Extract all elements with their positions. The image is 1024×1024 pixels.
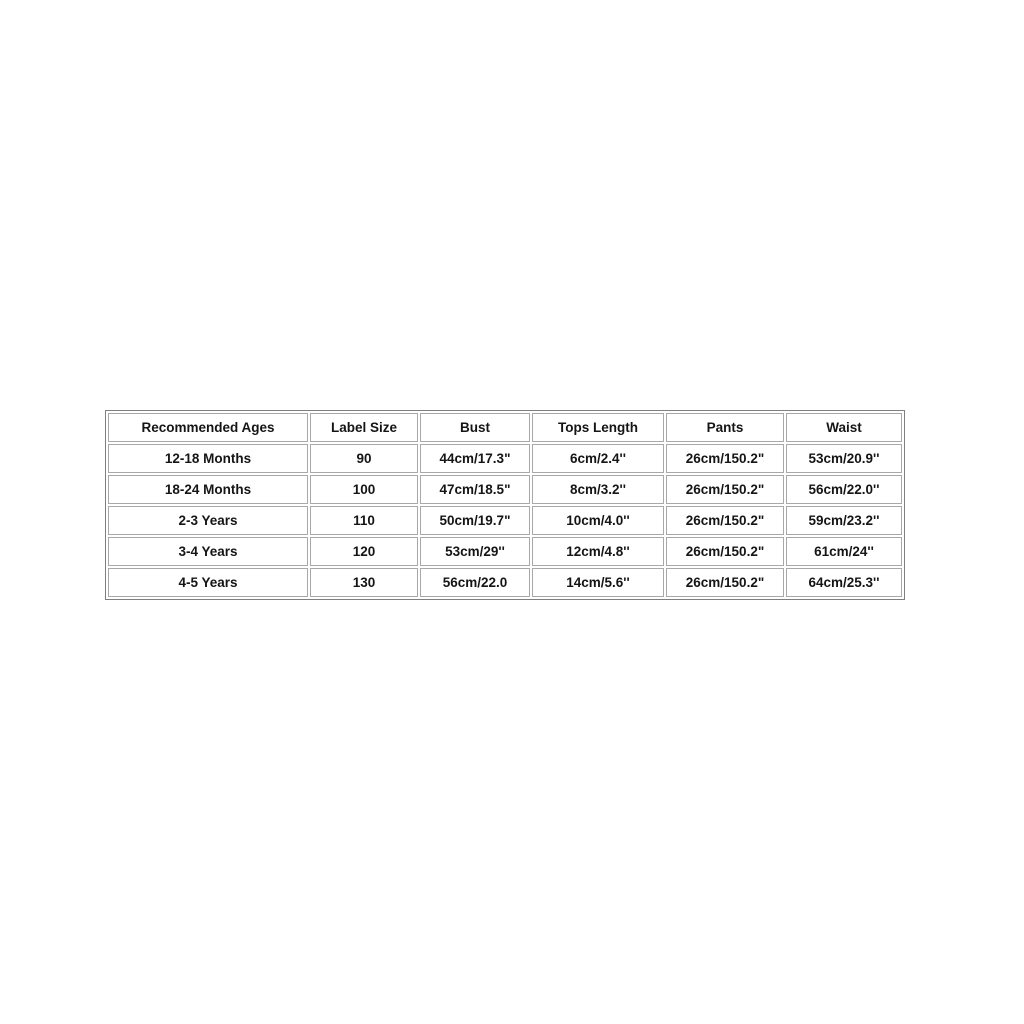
table-row	[108, 506, 902, 535]
cell-bust: 47cm/18.5"	[420, 475, 530, 504]
size-chart-table	[105, 410, 905, 600]
cell-bust: 53cm/29''	[420, 537, 530, 566]
table-row	[108, 475, 902, 504]
cell-ages: 3-4 Years	[108, 537, 308, 566]
cell-pants: 26cm/150.2"	[666, 506, 784, 535]
cell-size: 120	[310, 537, 418, 566]
cell-waist: 56cm/22.0''	[786, 475, 902, 504]
column-header-pants: Pants	[666, 413, 784, 442]
cell-ages: 18-24 Months	[108, 475, 308, 504]
column-header-recommended-ages: Recommended Ages	[108, 413, 308, 442]
cell-tops: 6cm/2.4''	[532, 444, 664, 473]
column-header-tops-length: Tops Length	[532, 413, 664, 442]
cell-bust: 44cm/17.3"	[420, 444, 530, 473]
cell-pants: 26cm/150.2"	[666, 444, 784, 473]
cell-waist: 64cm/25.3''	[786, 568, 902, 597]
cell-ages: 12-18 Months	[108, 444, 308, 473]
cell-pants: 26cm/150.2"	[666, 537, 784, 566]
cell-pants: 26cm/150.2"	[666, 475, 784, 504]
table-row	[108, 568, 902, 597]
cell-waist: 61cm/24''	[786, 537, 902, 566]
cell-size: 90	[310, 444, 418, 473]
cell-size: 110	[310, 506, 418, 535]
column-header-label-size: Label Size	[310, 413, 418, 442]
cell-waist: 59cm/23.2''	[786, 506, 902, 535]
cell-tops: 12cm/4.8''	[532, 537, 664, 566]
table-row	[108, 444, 902, 473]
cell-bust: 50cm/19.7"	[420, 506, 530, 535]
column-header-waist: Waist	[786, 413, 902, 442]
cell-ages: 4-5 Years	[108, 568, 308, 597]
header-row	[108, 413, 902, 442]
cell-waist: 53cm/20.9''	[786, 444, 902, 473]
cell-ages: 2-3 Years	[108, 506, 308, 535]
cell-size: 100	[310, 475, 418, 504]
cell-bust: 56cm/22.0	[420, 568, 530, 597]
column-header-bust: Bust	[420, 413, 530, 442]
cell-tops: 14cm/5.6''	[532, 568, 664, 597]
table-row	[108, 537, 902, 566]
cell-pants: 26cm/150.2"	[666, 568, 784, 597]
cell-tops: 8cm/3.2''	[532, 475, 664, 504]
cell-tops: 10cm/4.0''	[532, 506, 664, 535]
cell-size: 130	[310, 568, 418, 597]
